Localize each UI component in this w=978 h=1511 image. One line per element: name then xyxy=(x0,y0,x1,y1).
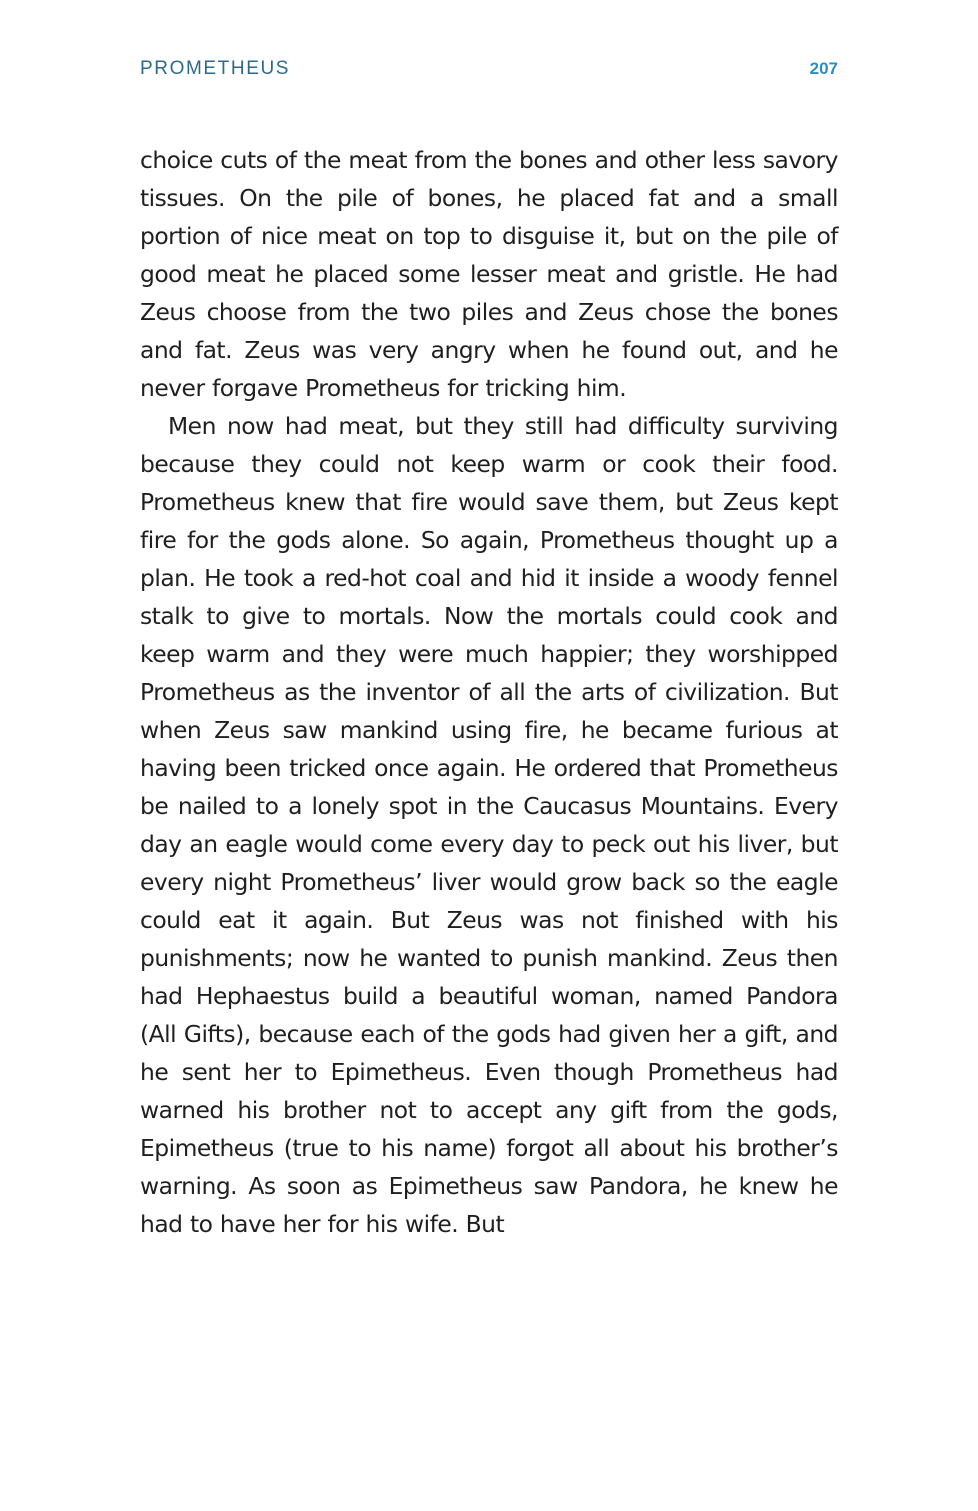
book-page xyxy=(140,0,838,1511)
paragraph-continued: choice cuts of the meat from the bones and other less savory tissues. On the pile of bones, he placed fat and a small portion of nice meat on top to disguise it, but on the pile of good meat he placed some lesser meat and gristle. He had Zeus choose from the two piles and Zeus chose the bones and fat. Zeus was very angry when he found out, and he never forgave Prometheus for tricking him. xyxy=(140,146,838,402)
paragraph-fire: Men now had meat, but they still had difficulty surviving because they could not keep warm or cook their food. Prometheus knew that fire would save them, but Zeus kept fire for the gods alone. So again, Prometheus thought up a plan. He took a red-hot coal and hid it inside a woody fennel stalk to give to mortals. Now the mortals could cook and keep warm and they were much happier; they worshipped Prometheus as the inventor of all the arts of civilization. But when Zeus saw mankind using fire, he became furious at having been tricked once again. He ordered that Prometheus be nailed to a lonely spot in the Caucasus Mountains. Every day an eagle would come every day to peck out his liver, but every night Prometheus’ liver would grow back so the eagle could eat it again. But Zeus was not finished with his punishments; now he wanted to punish mankind. Zeus then had Hephaestus build a beautiful woman, named Pandora (All Gifts), because each of the gods had given her a gift, and he sent her to Epimetheus. Even though Prometheus had warned his brother not to accept any gift from the gods, Epimetheus (true to his name) forgot all about his brother’s warning. As soon as Epimetheus saw Pandora, he knew he had to have her for his wife. But xyxy=(140,412,838,1238)
running-title: PROMETHEUS xyxy=(140,58,291,79)
running-header xyxy=(140,58,838,82)
page-number: 207 xyxy=(809,59,838,78)
body-text xyxy=(140,141,838,1243)
